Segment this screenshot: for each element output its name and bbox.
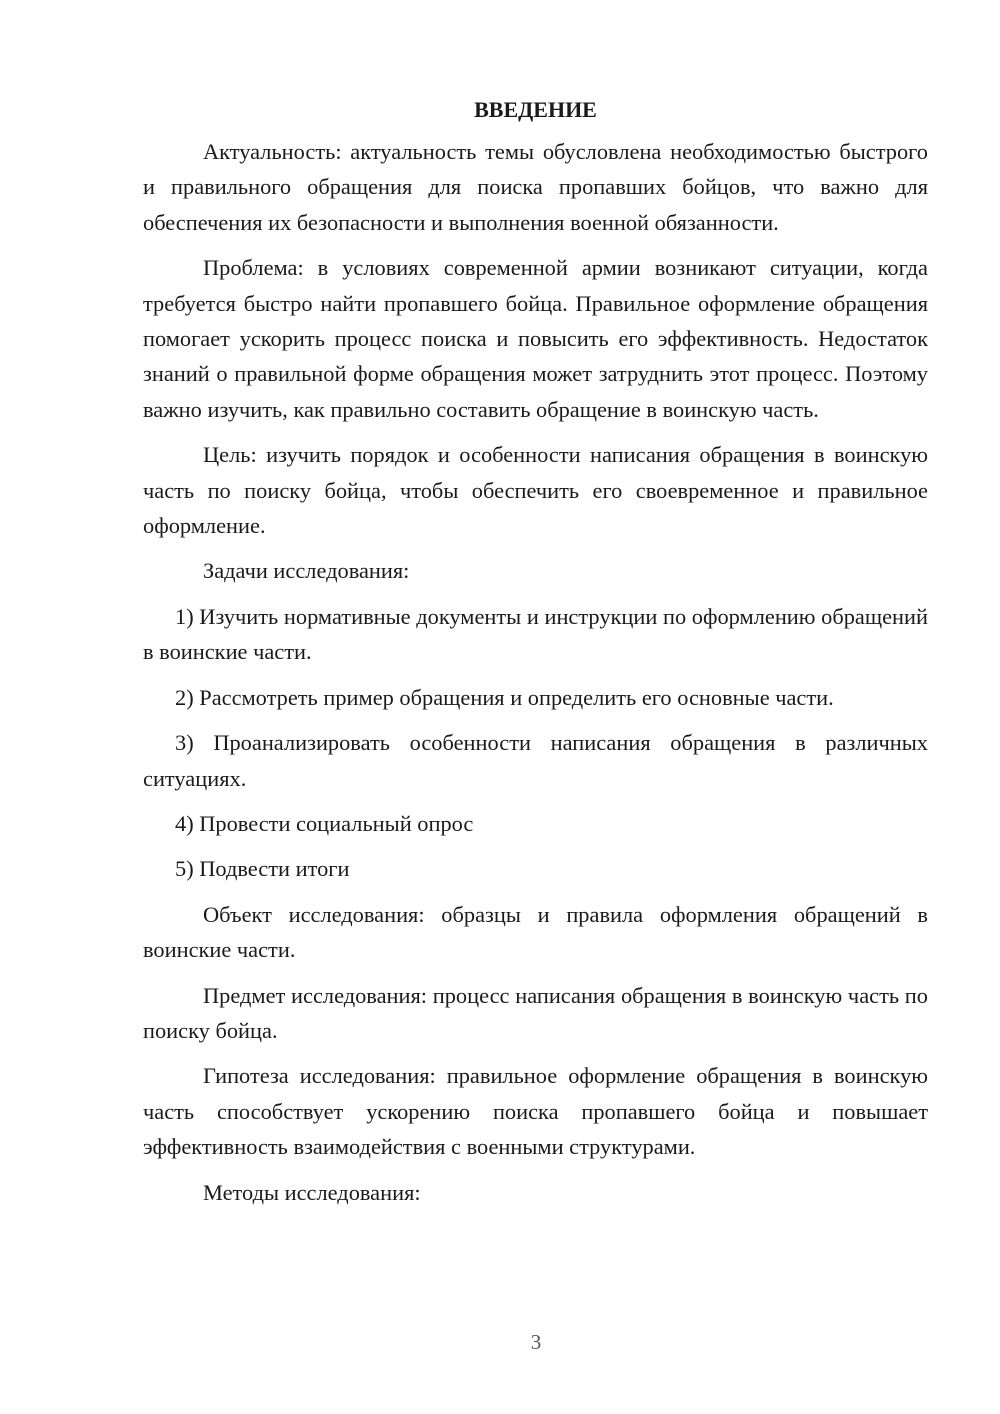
paragraph-methods: Методы исследования: xyxy=(203,1179,421,1205)
paragraph-subject: Предмет исследования: процесс написания обращения в воинскую часть по поиску бойца. xyxy=(143,982,928,1043)
page-number: 3 xyxy=(530,1330,542,1354)
paragraph-tasks-heading: Задачи исследования: xyxy=(203,558,410,584)
task-item-3: 3) Проанализировать особенности написания обращения в различных ситуациях. xyxy=(143,730,928,791)
task-item-1: 1) Изучить нормативные документы и инструкции по оформлению обращений в воинские части. xyxy=(143,603,928,665)
paragraph-hypothesis: Гипотеза исследования: правильное оформление обращения в воинскую часть способствует ускорению поиска пропавшего бойца и повышает эффективность взаимодействия с военными структурами. xyxy=(143,1063,928,1160)
task-item-5: 5) Подвести итоги xyxy=(175,856,350,882)
paragraph-problem: Проблема: в условиях современной армии возникают ситуации, когда требуется быстро найти пропавшего бойца. Правильное оформление обращения помогает ускорить процесс поиска и повысить его эффективность. Недостаток знаний о правильной форме обращения может затруднить этот процесс. Поэтому важно изучить, как правильно составить обращение в воинскую часть. xyxy=(143,255,928,422)
paragraph-relevance: Актуальность: актуальность темы обусловлена необходимостью быстрого и правильного обращения для поиска пропавших бойцов, что важно для обеспечения их безопасности и выполнения военной обязанности. xyxy=(143,139,928,235)
task-item-2: 2) Рассмотреть пример обращения и определить его основные части. xyxy=(175,684,834,710)
document-page xyxy=(143,92,928,1220)
paragraph-goal: Цель: изучить порядок и особенности написания обращения в воинскую часть по поиску бойца, чтобы обеспечить его своевременное и правильное оформление. xyxy=(143,442,928,539)
task-item-4: 4) Провести социальный опрос xyxy=(175,810,474,836)
page-title: ВВЕДЕНИЕ xyxy=(474,97,597,122)
paragraph-object: Объект исследования: образцы и правила оформления обращений в воинские части. xyxy=(143,901,928,963)
